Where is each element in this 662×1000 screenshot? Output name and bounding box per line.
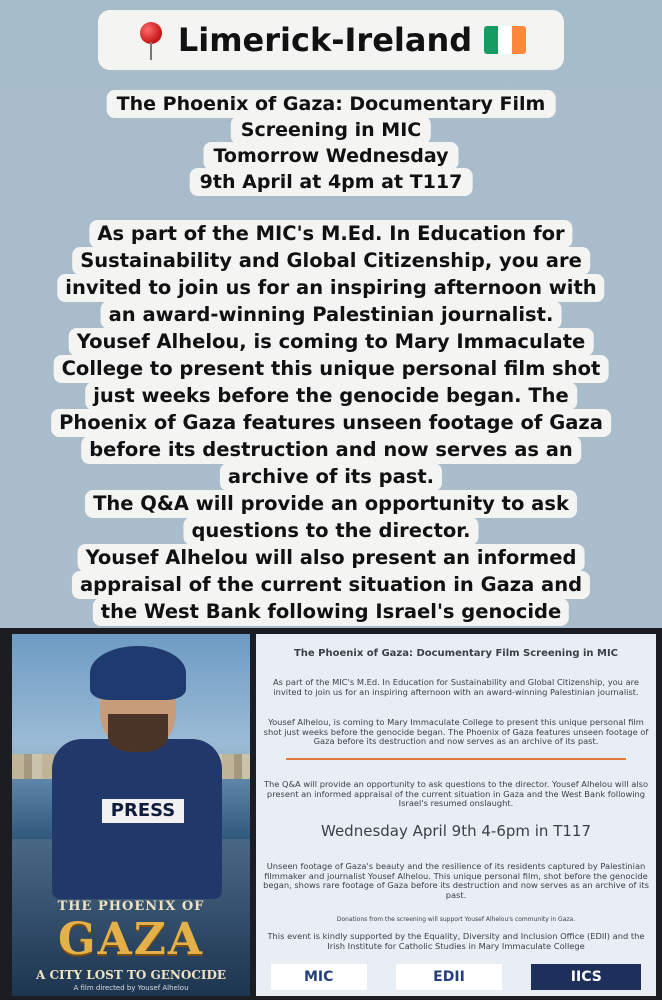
body-line: invited to join us for an inspiring afternoon with	[57, 274, 604, 302]
body-line: College to present this unique personal film shot	[54, 355, 609, 383]
body-line: archive of its past.	[220, 463, 442, 491]
slide-title: The Phoenix of Gaza: Documentary Film Screening in MIC	[293, 648, 619, 659]
slide-paragraph-3: The Q&A will provide an opportunity to ask questions to the director. Yousef Alhelou will also present an informed appraisal of the current situation in Gaza and the West Bank following Israel's resumed onslaught.	[263, 779, 649, 808]
poster-title: GAZA	[58, 914, 204, 965]
logo-mic: MIC	[271, 964, 367, 990]
poster-credit: A film directed by Yousef Alhelou	[73, 984, 189, 992]
title-line: 9th April at 4pm at T117	[190, 168, 473, 196]
slide-date: Wednesday April 9th 4-6pm in T117	[321, 822, 591, 840]
body-line: Phoenix of Gaza features unseen footage of Gaza	[51, 409, 611, 437]
body-line: the West Bank following Israel's genocide	[93, 598, 569, 626]
body-line: an award-winning Palestinian journalist.	[101, 301, 562, 329]
slide-divider	[286, 758, 626, 760]
logo-iics: IICS	[531, 964, 641, 990]
round-pushpin-icon	[136, 20, 166, 60]
body-line: appraisal of the current situation in Gaza and	[72, 571, 590, 599]
body-line: Yousef Alhelou, is coming to Mary Immaculate	[69, 328, 594, 356]
body-line: before its destruction and now serves as an	[81, 436, 581, 464]
body-line: just weeks before the genocide began. The	[85, 382, 577, 410]
body-line: The Q&A will provide an opportunity to ask	[85, 490, 577, 518]
slide-paragraph-4: Unseen footage of Gaza's beauty and the resilience of its residents captured by Palestinian filmmaker and journalist Yousef Alhelou. This unique personal film, shot before the genocide began, shows rare footage of Gaza before its destruction and now serves as an archive of its past.	[263, 861, 649, 900]
film-poster	[12, 634, 250, 996]
helmet	[90, 646, 186, 700]
press-label: PRESS	[102, 799, 184, 823]
body-line: Sustainability and Global Citizenship, you are	[72, 247, 590, 275]
sponsor-logos	[256, 962, 656, 992]
body-line: questions to the director.	[183, 517, 478, 545]
logo-edii: EDII	[396, 964, 502, 990]
projected-slide	[256, 634, 656, 996]
event-photo[interactable]	[0, 628, 662, 1000]
location-sticker[interactable]	[98, 10, 564, 70]
title-line: The Phoenix of Gaza: Documentary Film	[107, 90, 556, 118]
location-text: Limerick-Ireland	[177, 21, 473, 59]
body-line: Yousef Alhelou will also present an informed	[78, 544, 585, 572]
slide-paragraph-1: As part of the MIC's M.Ed. In Education for Sustainability and Global Citizenship, you are invited to join us for an inspiring afternoon with an award-winning Palestinian journalist.	[273, 677, 639, 697]
poster-title-small: THE PHOENIX OF	[57, 899, 205, 914]
title-line: Screening in MIC	[231, 116, 431, 144]
journalist-beard	[108, 714, 168, 752]
slide-paragraph-2: Yousef Alhelou, is coming to Mary Immaculate College to present this unique personal film shot just weeks before the genocide began. The Phoenix of Gaza features unseen footage of Gaza before its destruction and now serves as an archive of its past.	[263, 717, 649, 746]
body-line: As part of the MIC's M.Ed. In Education for	[89, 220, 572, 248]
poster-subtitle: A CITY LOST TO GENOCIDE	[35, 968, 227, 982]
slide-support: This event is kindly supported by the Equality, Diversity and Inclusion Office (EDII) and the Irish Institute for Catholic Studies in Mary Immaculate College	[267, 931, 645, 951]
title-line: Tomorrow Wednesday	[203, 142, 458, 170]
ireland-flag-icon	[484, 26, 526, 54]
slide-donations: Donations from the screening will support Yousef Alhelou's community in Gaza.	[336, 916, 576, 923]
